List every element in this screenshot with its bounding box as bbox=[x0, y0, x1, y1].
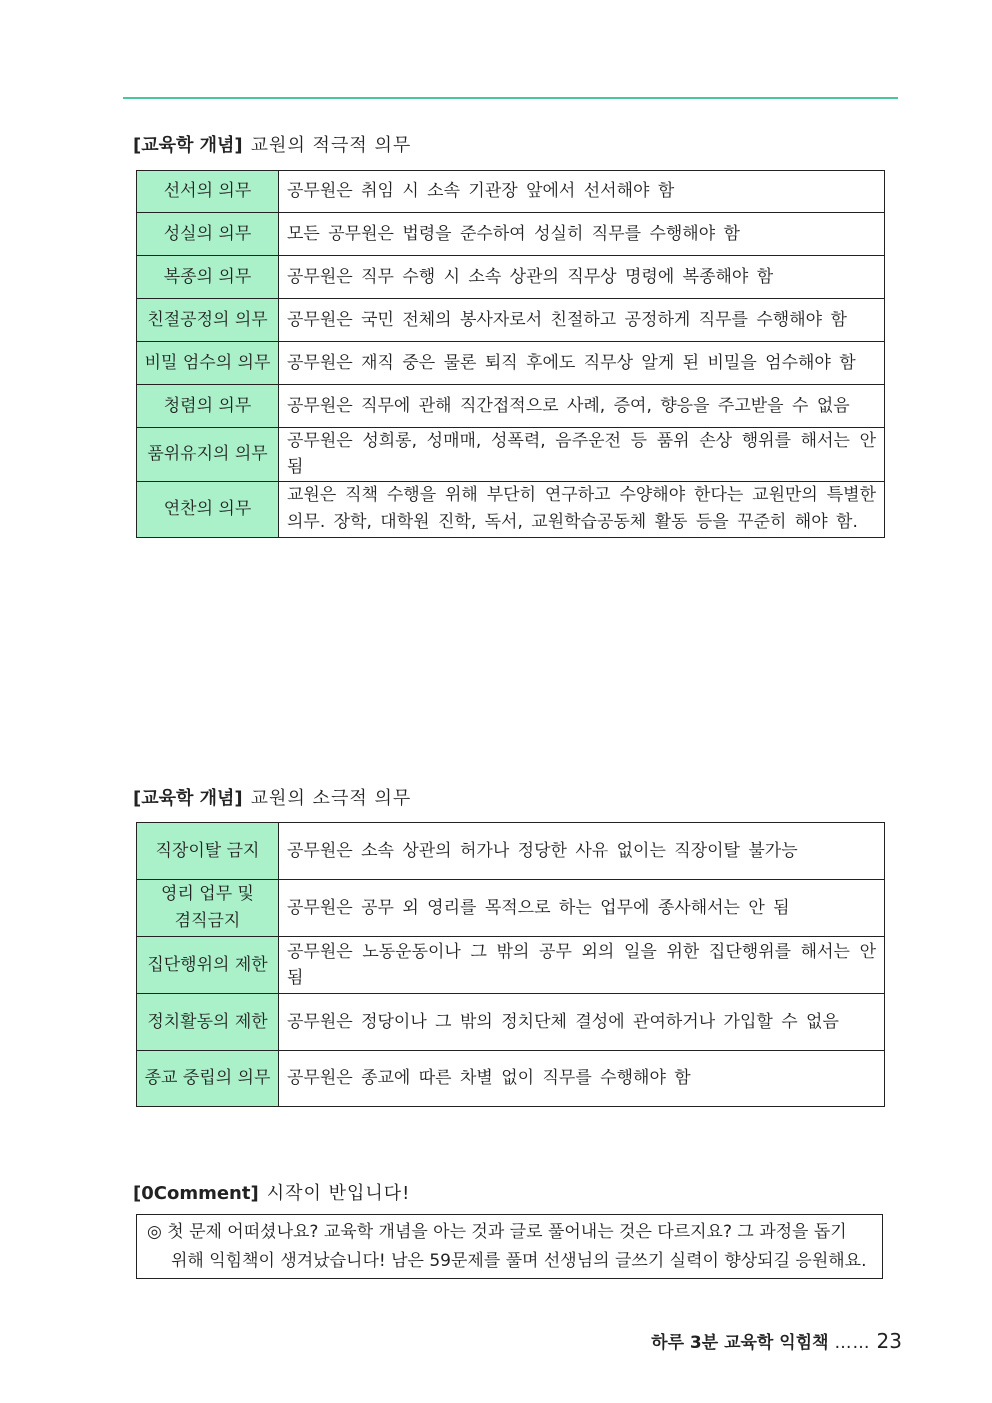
positive-duties-table bbox=[136, 170, 885, 538]
table-row bbox=[137, 171, 885, 213]
section1-heading bbox=[133, 131, 411, 157]
comment-heading-title: 시작이 반입니다! bbox=[266, 1183, 411, 1204]
table-row bbox=[137, 213, 885, 256]
comment-line-1: ◎ 첫 문제 어떠셨나요? 교육학 개념을 아는 것과 글로 풀어내는 것은 다르지요? 그 과정을 돕기 bbox=[147, 1222, 847, 1242]
comment-heading-tag: [0Comment] bbox=[133, 1183, 259, 1204]
duty-label: 품위유지의 의무 bbox=[137, 428, 279, 482]
table-row bbox=[137, 385, 885, 428]
duty-description: 공무원은 노동운동이나 그 밖의 공무 외의 일을 위한 집단행위를 해서는 안 됨 bbox=[279, 937, 885, 994]
duty-label: 집단행위의 제한 bbox=[137, 937, 279, 994]
comment-box bbox=[136, 1214, 883, 1279]
section1-heading-tag: [교육학 개념] bbox=[133, 135, 243, 156]
section2-heading bbox=[133, 784, 411, 810]
comment-line-2: 위해 익힘책이 생겨났습니다! 남은 59문제를 풀며 선생님의 글쓰기 실력이 향상되길 응원해요. bbox=[171, 1250, 867, 1271]
table-row bbox=[137, 937, 885, 994]
page-number: 23 bbox=[876, 1329, 902, 1353]
duty-description: 공무원은 직무에 관해 직간접적으로 사례, 증여, 향응을 주고받을 수 없음 bbox=[279, 385, 885, 428]
duty-label: 정치활동의 제한 bbox=[137, 994, 279, 1051]
duty-label: 비밀 엄수의 의무 bbox=[137, 342, 279, 385]
duty-label: 청렴의 의무 bbox=[137, 385, 279, 428]
duty-label: 복종의 의무 bbox=[137, 256, 279, 299]
table-row bbox=[137, 481, 885, 537]
duty-description: 공무원은 재직 중은 물론 퇴직 후에도 직무상 알게 된 비밀을 엄수해야 함 bbox=[279, 342, 885, 385]
duty-label: 친절공정의 의무 bbox=[137, 299, 279, 342]
duty-label: 선서의 의무 bbox=[137, 171, 279, 213]
duty-description: 공무원은 성희롱, 성매매, 성폭력, 음주운전 등 품위 손상 행위를 해서는 안 됨 bbox=[279, 428, 885, 482]
table-row bbox=[137, 428, 885, 482]
duty-description: 공무원은 소속 상관의 허가나 정당한 사유 없이는 직장이탈 불가능 bbox=[279, 823, 885, 880]
table-row bbox=[137, 823, 885, 880]
table-row bbox=[137, 880, 885, 937]
duty-label: 종교 중립의 의무 bbox=[137, 1051, 279, 1107]
duty-label: 연찬의 의무 bbox=[137, 481, 279, 537]
duty-description: 공무원은 종교에 따른 차별 없이 직무를 수행해야 함 bbox=[279, 1051, 885, 1107]
page-footer bbox=[651, 1328, 902, 1353]
section2-heading-tag: [교육학 개념] bbox=[133, 788, 243, 809]
duty-description: 모든 공무원은 법령을 준수하여 성실히 직무를 수행해야 함 bbox=[279, 213, 885, 256]
section2-heading-title: 교원의 소극적 의무 bbox=[250, 788, 412, 809]
comment-heading bbox=[133, 1179, 410, 1205]
duty-description: 공무원은 정당이나 그 밖의 정치단체 결성에 관여하거나 가입할 수 없음 bbox=[279, 994, 885, 1051]
book-title: 하루 3분 교육학 익힘책 bbox=[651, 1333, 829, 1353]
table-row bbox=[137, 342, 885, 385]
table-row bbox=[137, 994, 885, 1051]
table-row bbox=[137, 256, 885, 299]
duty-description: 공무원은 국민 전체의 봉사자로서 친절하고 공정하게 직무를 수행해야 함 bbox=[279, 299, 885, 342]
duty-label: 영리 업무 및 겸직금지 bbox=[137, 880, 279, 937]
duty-label: 직장이탈 금지 bbox=[137, 823, 279, 880]
footer-dots: …… bbox=[834, 1333, 871, 1353]
table-row bbox=[137, 1051, 885, 1107]
duty-description: 공무원은 공무 외 영리를 목적으로 하는 업무에 종사해서는 안 됨 bbox=[279, 880, 885, 937]
duty-description: 공무원은 직무 수행 시 소속 상관의 직무상 명령에 복종해야 함 bbox=[279, 256, 885, 299]
section1-heading-title: 교원의 적극적 의무 bbox=[250, 135, 412, 156]
header-rule bbox=[123, 97, 898, 99]
duty-description: 교원은 직책 수행을 위해 부단히 연구하고 수양해야 한다는 교원만의 특별한 의무. 장학, 대학원 진학, 독서, 교원학습공동체 활동 등을 꾸준히 해야 함. bbox=[279, 481, 885, 537]
duty-label: 성실의 의무 bbox=[137, 213, 279, 256]
table-row bbox=[137, 299, 885, 342]
duty-description: 공무원은 취임 시 소속 기관장 앞에서 선서해야 함 bbox=[279, 171, 885, 213]
negative-duties-table bbox=[136, 822, 885, 1107]
